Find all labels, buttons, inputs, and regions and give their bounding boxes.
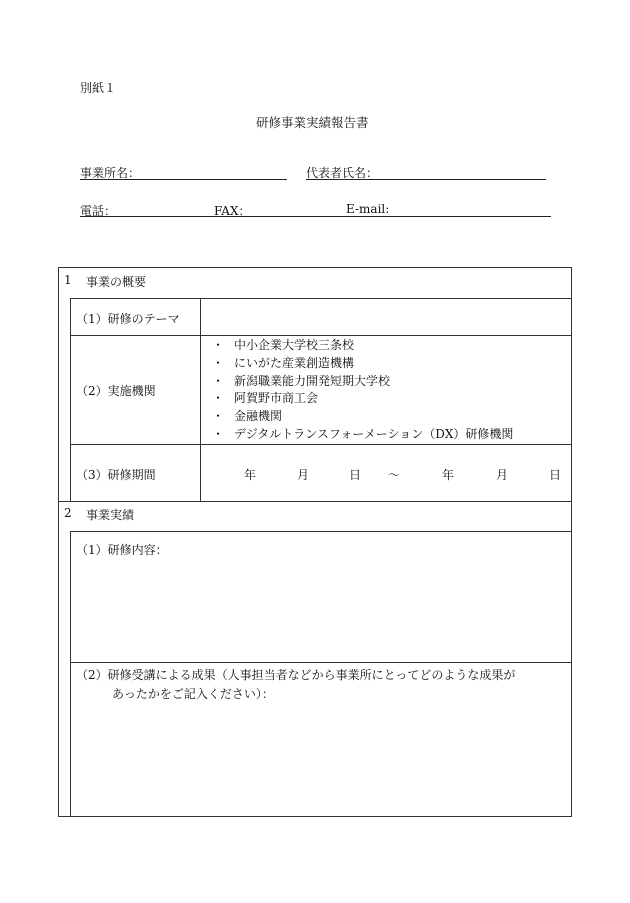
list-item: ・ 中小企業大学校三条校	[212, 338, 355, 352]
results-field[interactable]	[72, 706, 570, 814]
phone-field[interactable]	[80, 216, 214, 217]
institution-list	[212, 337, 513, 444]
period-day-start: 日	[349, 468, 362, 482]
section1-heading: 事業の概要	[86, 275, 147, 289]
institution-name: 金融機関	[234, 409, 283, 424]
content-label: （1）研修内容：	[76, 543, 168, 557]
inner-left-border	[70, 531, 71, 817]
list-item: ・ 新潟職業能力開発短期大学校	[212, 373, 391, 388]
period-month-end: 月	[496, 468, 509, 482]
institution-name: 阿賀野市商工会	[234, 391, 319, 406]
institution-label: （2）実施機関	[76, 384, 156, 398]
email-label: E-mail:	[346, 202, 390, 216]
list-item: ・ にいがた産業創造機構	[212, 355, 355, 370]
section-divider	[58, 501, 572, 502]
page-title: 研修事業実績報告書	[256, 115, 369, 130]
representative-field[interactable]	[306, 179, 546, 180]
email-field[interactable]	[346, 216, 551, 217]
row-divider	[70, 662, 572, 663]
period-tilde: ～	[388, 468, 401, 482]
row-divider	[70, 298, 572, 299]
attachment-label: 別紙１	[80, 81, 117, 95]
theme-label: （1）研修のテーマ	[76, 312, 180, 326]
theme-field[interactable]	[202, 300, 570, 334]
row-divider	[70, 444, 572, 445]
section2-heading: 事業実績	[86, 508, 135, 522]
institution-name: 新潟職業能力開発短期大学校	[234, 373, 391, 388]
period-year-end: 年	[442, 468, 455, 482]
list-item: ・ 金融機関	[212, 409, 283, 424]
section2-number: 2	[64, 506, 72, 520]
content-field[interactable]	[72, 558, 570, 660]
period-day-end: 日	[549, 468, 562, 482]
office-name-field[interactable]	[80, 179, 287, 180]
row-divider	[70, 531, 572, 532]
office-name-label: 事業所名：	[80, 166, 141, 180]
period-label: （3）研修期間	[76, 468, 156, 482]
results-label-line2: あったかをご記入ください）：	[112, 687, 274, 701]
list-item: ・ デジタルトランスフォーメーション（DX）研修機関	[212, 426, 514, 441]
row-divider	[70, 335, 572, 336]
institution-name: デジタルトランスフォーメーション（DX）研修機関	[234, 426, 514, 441]
institution-name: にいがた産業創造機構	[234, 355, 355, 370]
fax-field[interactable]	[214, 216, 346, 217]
results-label-line1: （2）研修受講による成果（人事担当者などから事業所にとってどのような成果が	[76, 668, 516, 682]
fax-label: FAX：	[214, 204, 251, 218]
label-column-divider	[200, 298, 201, 501]
list-item: ・ 阿賀野市商工会	[212, 391, 319, 406]
period-year-start: 年	[244, 468, 257, 482]
representative-label: 代表者氏名：	[306, 166, 379, 180]
phone-label: 電話：	[80, 204, 117, 218]
period-month-start: 月	[297, 468, 310, 482]
institution-name: 中小企業大学校三条校	[234, 338, 355, 352]
section1-number: 1	[64, 273, 72, 287]
inner-left-border	[70, 298, 71, 501]
